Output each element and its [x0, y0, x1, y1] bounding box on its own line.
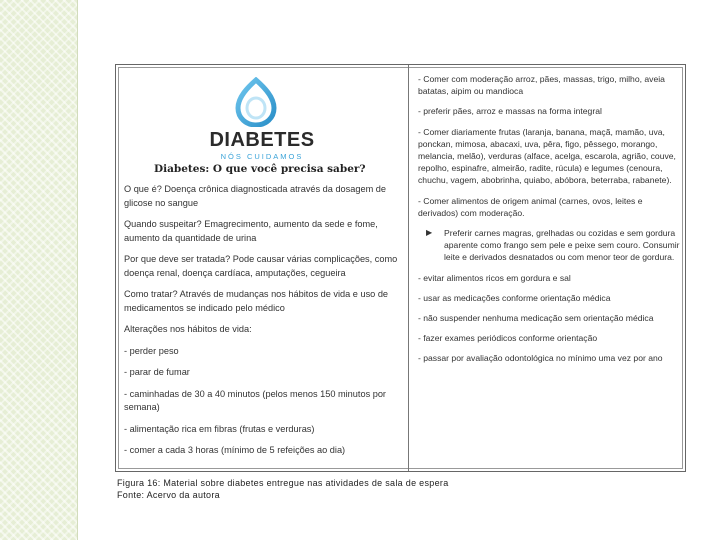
habits-heading: Alterações nos hábitos de vida: — [124, 324, 252, 334]
diabetes-flyer — [115, 64, 686, 472]
column-divider — [408, 65, 409, 471]
bullet-item — [418, 227, 680, 264]
advice-item: - usar as medicações conforme orientação médica — [418, 292, 611, 303]
advice-item: - preferir pães, arroz e massas na forma integral — [418, 106, 602, 117]
figure-caption — [117, 477, 637, 501]
flyer-right-column — [418, 73, 680, 373]
logo-brand: DIABETES — [209, 129, 315, 151]
bullet-text: Preferir carnes magras, grelhadas ou cozidas e sem gordura aparente como frango sem pele e peixe sem couro. Consumir leite e derivados desnatados ou com menor teor de gordura. — [444, 228, 680, 263]
advice-item: - passar por avaliação odontológica no mínimo uma vez por ano — [418, 353, 663, 364]
advice-item: - Comer diariamente frutas (laranja, banana, maçã, mamão, uva, ponckan, mimosa, abacaxi, uva, pêra, figo, pêssego, morango, melancia, melão), verduras (alface, acelga, escarola, agrião, couve, repolho, espinafre, almeirão, radite, rúcula) e legumes (cenoura, chuchu, vagem, abobrinha, quiabo, abóbora, beterraba, rabanete). — [418, 126, 676, 186]
habit-item: - caminhadas de 30 a 40 minutos (pelos menos 150 minutos por semana) — [124, 388, 386, 412]
caption-figure-line: Figura 16: Material sobre diabetes entregue nas atividades de sala de espera — [117, 478, 449, 488]
habit-item: - alimentação rica em fibras (frutas e verduras) — [124, 423, 315, 434]
logo-tagline: NÓS CUIDAMOS — [220, 152, 304, 161]
flyer-left-column — [116, 65, 408, 471]
paragraph-what-is: O que é? Doença crônica diagnosticada através da dosagem de glicose no sangue — [124, 184, 387, 208]
blue-ring-icon — [234, 77, 278, 127]
diabetes-logo — [202, 77, 322, 165]
caption-source-line: Fonte: Acervo da autora — [117, 490, 220, 500]
decorative-side-strip — [0, 0, 78, 540]
paragraph-why-treat: Por que deve ser tratada? Pode causar várias complicações, como doença renal, doença cardíaca, amputações, cegueira — [124, 254, 398, 278]
advice-item: - não suspender nenhuma medicação sem orientação médica — [418, 313, 654, 324]
flyer-headline: Diabetes: O que você precisa saber? — [154, 163, 366, 175]
left-text-block — [124, 183, 402, 466]
habit-item: - comer a cada 3 horas (mínimo de 5 refeições ao dia) — [124, 445, 346, 455]
habit-item: - perder peso — [124, 345, 179, 356]
advice-item: - Comer com moderação arroz, pães, massas, trigo, milho, aveia batatas, aipim ou mandioca — [418, 74, 665, 97]
advice-item: - fazer exames periódicos conforme orientação — [418, 333, 598, 344]
paragraph-how-treat: Como tratar? Através de mudanças nos hábitos de vida e uso de medicamentos se indicado pelo médico — [124, 289, 389, 313]
advice-item: - evitar alimentos ricos em gordura e sal — [418, 272, 571, 283]
arrow-bullet-icon: ▶ — [426, 228, 433, 238]
paragraph-when-suspect: Quando suspeitar? Emagrecimento, aumento da sede e fome, aumento da quantidade de urina — [124, 219, 378, 243]
advice-item: - Comer alimentos de origem animal (carnes, ovos, leites e derivados) com moderação. — [418, 195, 643, 218]
habit-item: - parar de fumar — [124, 367, 190, 377]
